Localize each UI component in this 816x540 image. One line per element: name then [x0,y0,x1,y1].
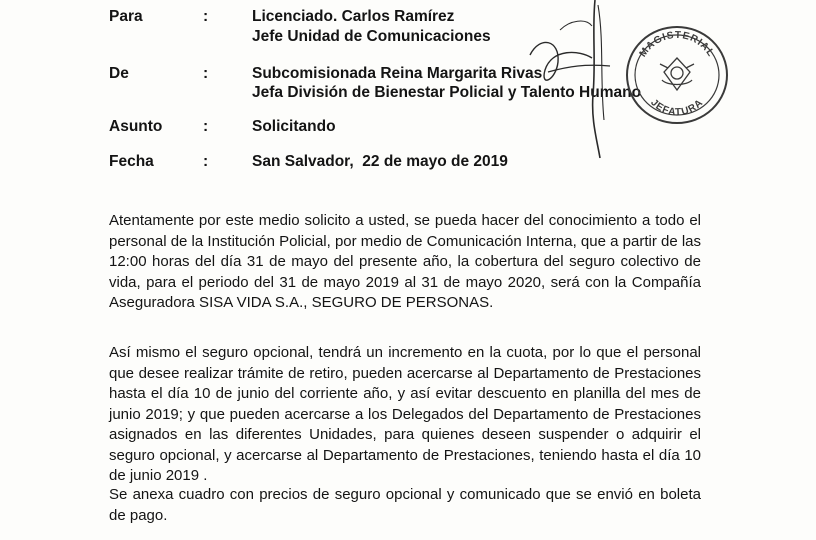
asunto-value: Solicitando [252,118,336,135]
fecha-value: San Salvador, 22 de mayo de 2019 [252,153,508,170]
body-paragraph-3: Se anexa cuadro con precios de seguro opcional y comunicado que se envió en boleta de pago. [109,486,701,524]
para-colon: : [203,8,209,25]
body-paragraph-2: Así mismo el seguro opcional, tendrá un incremento en la cuota, por lo que el personal que desee realizar trámite de retiro, pueden acercarse al Departamento de Prestaciones hasta el día 10 de junio del corriente año, y así evitar descuento en planilla del mes de junio 2019; y que pueden acercarse a los Delegados del Departamento de Prestaciones asignados en las diferentes Unidades, para quienes deseen suspender o adquirir el seguro opcional, y acercarse al Departamento de Prestaciones, teniendo hasta el día 10 de junio 2019 . [109,344,701,484]
svg-text:JEFATURA [648,97,705,118]
para-recipient-title: Jefe Unidad de Comunicaciones [252,28,491,45]
de-colon: : [203,65,209,82]
asunto-colon: : [203,118,209,135]
svg-text:MAGISTERIAL [638,30,717,59]
fecha-colon: : [203,153,209,170]
para-label: Para [109,8,143,25]
asunto-label: Asunto [109,118,163,135]
de-sender-title: Jefa División de Bienestar Policial y Talento Humano [252,84,642,101]
body-paragraph-1: Atentamente por este medio solicito a usted, se pueda hacer del conocimiento a todo el personal de la Institución Policial, por medio de Comunicación Interna, que a partir de las 12:00 horas del día 31 de mayo del presente año, la cobertura del seguro colectivo de vida, para el periodo del 31 de mayo 2019 al 31 de mayo 2020, será con la Compañía Aseguradora SISA VIDA S.A., SEGURO DE PERSONAS. [109,212,702,311]
para-recipient-name: Licenciado. Carlos Ramírez [252,8,455,25]
stamp-top-text: MAGISTERIAL [637,29,717,60]
de-label: De [109,65,129,82]
de-sender-name: Subcomisionada Reina Margarita Rivas [252,65,543,82]
stamp-bottom-text: JEFATURA [648,97,706,119]
fecha-label: Fecha [109,153,154,170]
official-stamp-seal [622,20,732,130]
